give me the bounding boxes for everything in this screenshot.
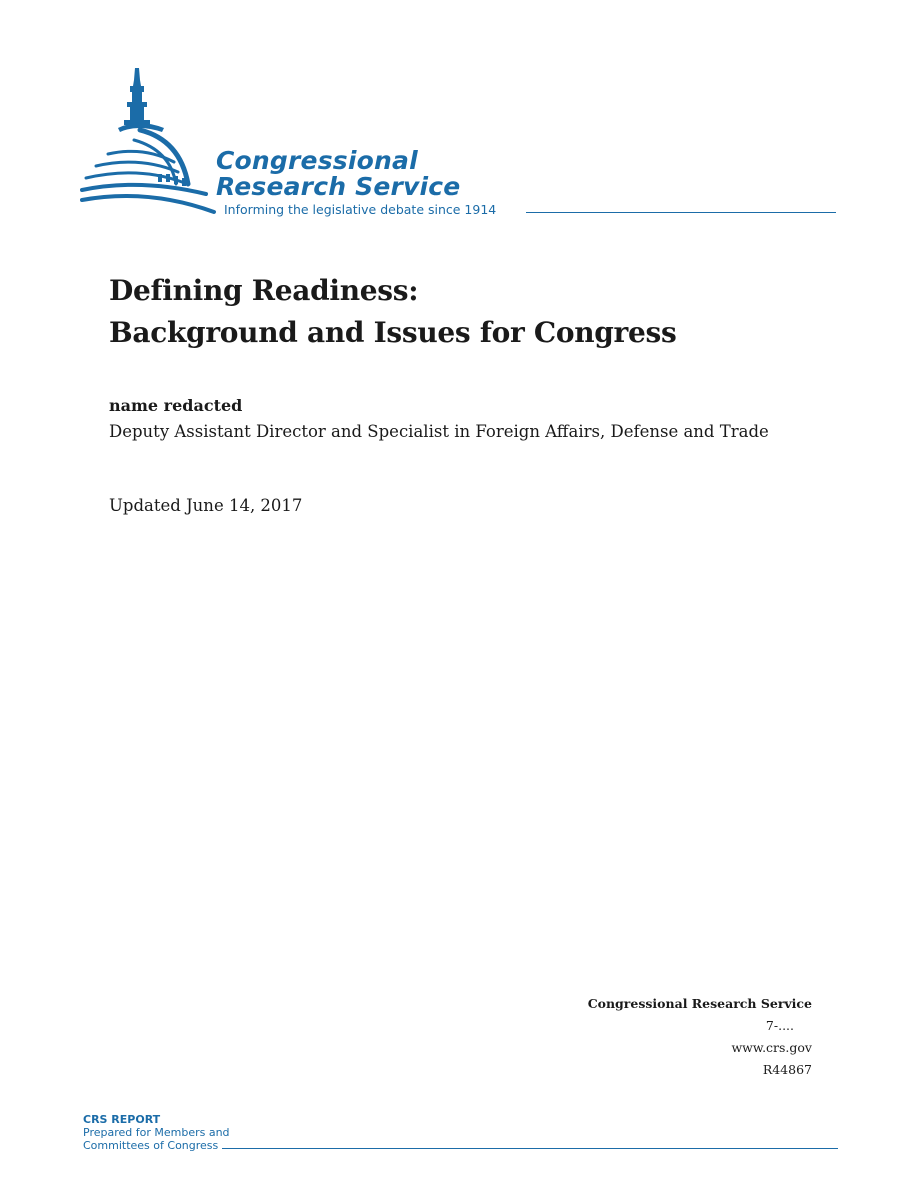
footer-last-line (83, 1139, 838, 1152)
updated-date: Updated June 14, 2017 (109, 496, 303, 515)
footer-line1: Prepared for Members and (83, 1126, 230, 1139)
author-block (109, 394, 809, 445)
footer-rule (222, 1148, 838, 1149)
crs-report-footer (83, 1113, 838, 1153)
report-title-line1: Defining Readiness: (109, 274, 419, 307)
meta-website: www.crs.gov (731, 1040, 812, 1055)
logo-rule (526, 212, 836, 213)
report-title-line2: Background and Issues for Congress (109, 316, 677, 349)
footer-line2: Committees of Congress (83, 1139, 219, 1152)
logo-tagline: Informing the legislative debate since 1914 (224, 202, 497, 217)
meta-code: 7-.... (765, 1018, 794, 1033)
meta-report-number: R44867 (762, 1062, 812, 1077)
report-meta (588, 993, 812, 1081)
author-position: Deputy Assistant Director and Specialist in Foreign Affairs, Defense and Trade (109, 422, 769, 441)
meta-org: Congressional Research Service (587, 996, 812, 1011)
crs-logo (78, 66, 838, 226)
capitol-dome-icon (78, 66, 218, 226)
footer-label: CRS REPORT (83, 1113, 161, 1126)
logo-org-name-line1: Congressional (216, 146, 418, 175)
logo-org-name-line2: Research Service (216, 172, 461, 201)
author-name: name redacted (109, 396, 243, 415)
report-title (109, 270, 676, 354)
